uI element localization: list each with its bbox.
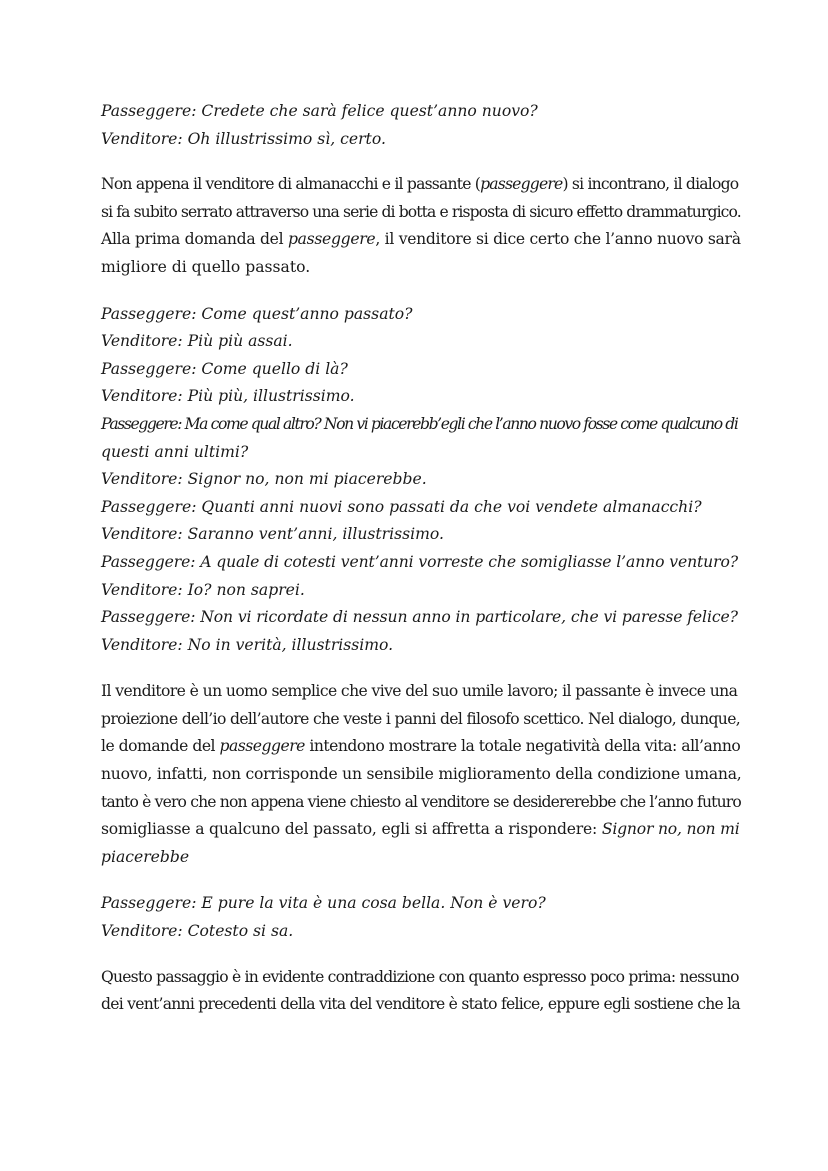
dialogue-line: Passeggere: Non vi ricordate di nessun anno in particolare, che vi paresse felice?: [101, 608, 738, 627]
paragraph-line: migliore di quello passato.: [101, 257, 311, 276]
paragraph-line: Il venditore è un uomo semplice che vive del suo umile lavoro; il passante è invece una: [101, 682, 738, 701]
paragraph-line: Non appena il venditore di almanacchi e il passante (passeggere) si incontrano, il dialogo: [101, 175, 739, 194]
paragraph-conclusion: [101, 964, 741, 1019]
paragraph-line: somigliasse a qualcuno del passato, egli si affretta a rispondere: Signor no, non mi: [101, 820, 740, 839]
dialogue-line: Passeggere: Quanti anni nuovi sono passati da che voi vendete almanacchi?: [101, 497, 702, 516]
dialogue-line: Passeggere: E pure la vita è una cosa bella. Non è vero?: [101, 894, 546, 913]
dialogue-line: Venditore: Signor no, non mi piacerebbe.: [101, 470, 427, 489]
paragraph-line: nuovo, infatti, non corrisponde un sensibile miglioramento della condizione umana,: [101, 765, 742, 784]
dialogue-line: Venditore: Io? non saprei.: [101, 580, 305, 599]
dialogue-line: Venditore: Più più, illustrissimo.: [101, 387, 355, 406]
paragraph-line: dei vent’anni precedenti della vita del venditore è stato felice, eppure egli sostiene che la: [101, 995, 740, 1014]
dialogue-line: Venditore: No in verità, illustrissimo.: [101, 635, 394, 654]
paragraph-line: proiezione dell’io dell’autore che veste i panni del filosofo scettico. Nel dialogo, dunque,: [101, 709, 741, 728]
dialogue-exchange: [101, 301, 741, 660]
paragraph-intro: [101, 171, 741, 281]
dialogue-line: Passeggere: A quale di cotesti vent’anni vorreste che somigliasse l’anno venturo?: [101, 552, 739, 571]
dialogue-line: Venditore: Cotesto si sa.: [101, 922, 294, 941]
dialogue-line: Passeggere: Credete che sarà felice quest’anno nuovo?: [101, 102, 538, 120]
dialogue-line: Venditore: Saranno vent’anni, illustrissimo.: [101, 525, 444, 544]
dialogue-line: Passeggere: Ma come qual altro? Non vi piacerebb’egli che l’anno nuovo fosse come qualcuno di: [101, 414, 738, 433]
paragraph-line: le domande del passeggere intendono mostrare la totale negatività della vita: all’anno: [101, 737, 741, 756]
dialogue-line: Passeggere: Come quello di là?: [101, 359, 348, 378]
dialogue-line: questi anni ultimi?: [101, 442, 249, 461]
paragraph-line: tanto è vero che non appena viene chiesto al venditore se desidererebbe che l’anno futuro: [101, 792, 741, 811]
paragraph-line: piacerebbe: [101, 847, 190, 866]
dialogue-line: Venditore: Oh illustrissimo sì, certo.: [101, 129, 386, 148]
paragraph-line: Questo passaggio è in evidente contraddizione con quanto espresso poco prima: nessuno: [101, 967, 739, 986]
page-content: [101, 98, 741, 1019]
dialogue-closing: [101, 890, 741, 945]
paragraph-line: si fa subito serrato attraverso una serie di botta e risposta di sicuro effetto drammaturgico.: [101, 202, 741, 221]
dialogue-line: Passeggere: Come quest’anno passato?: [101, 304, 413, 323]
dialogue-opening: [101, 98, 741, 153]
paragraph-analysis: [101, 678, 741, 871]
dialogue-line: Venditore: Più più assai.: [101, 332, 293, 351]
paragraph-line: Alla prima domanda del passeggere, il venditore si dice certo che l’anno nuovo sarà: [101, 230, 741, 249]
